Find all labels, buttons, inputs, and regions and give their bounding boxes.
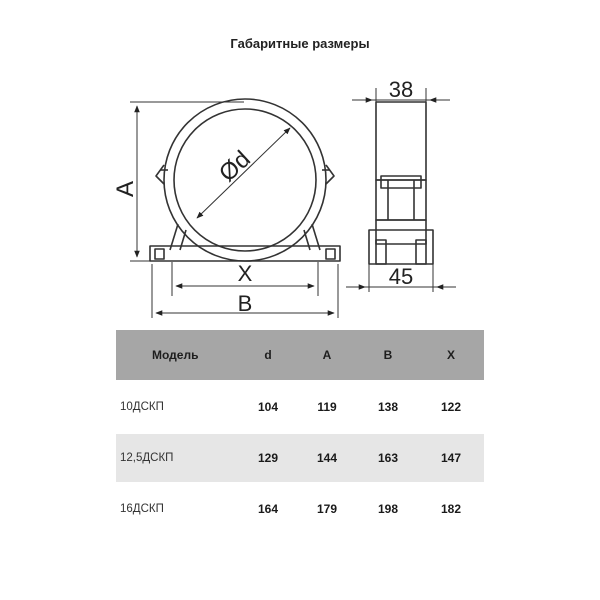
header-a: A: [322, 348, 332, 362]
dimension-label-b: B: [237, 291, 253, 316]
page-title: Габаритные размеры: [230, 36, 370, 51]
dimension-label-x: X: [237, 261, 253, 286]
d-cell: 129: [257, 451, 279, 465]
clamp-side-view: [369, 102, 433, 264]
table-row: [116, 434, 484, 482]
b-cell: 198: [377, 502, 399, 516]
dimension-label-38: 38: [388, 77, 414, 102]
table-header-row: [116, 330, 484, 380]
header-d: d: [264, 348, 272, 362]
header-model: Модель: [152, 348, 199, 362]
table-row: [116, 383, 484, 431]
header-b: B: [383, 348, 393, 362]
model-cell: 10ДСКП: [120, 401, 164, 413]
x-cell: 122: [440, 400, 462, 414]
dimension-label-d: Ød: [213, 145, 256, 188]
dimension-label-a: A: [112, 180, 139, 198]
a-cell: 144: [316, 451, 338, 465]
d-cell: 164: [257, 502, 279, 516]
b-cell: 163: [377, 451, 399, 465]
table-row: [116, 485, 484, 533]
model-cell: 12,5ДСКП: [120, 452, 174, 464]
header-x: X: [446, 348, 455, 362]
x-cell: 182: [440, 502, 462, 516]
x-cell: 147: [440, 451, 462, 465]
d-cell: 104: [257, 400, 279, 414]
dimension-label-45: 45: [388, 264, 414, 289]
b-cell: 138: [377, 400, 399, 414]
dimensions-table: [116, 330, 484, 533]
model-cell: 16ДСКП: [120, 503, 164, 515]
a-cell: 179: [316, 502, 338, 516]
clamp-front-view: [150, 99, 340, 261]
a-cell: 119: [317, 400, 337, 414]
